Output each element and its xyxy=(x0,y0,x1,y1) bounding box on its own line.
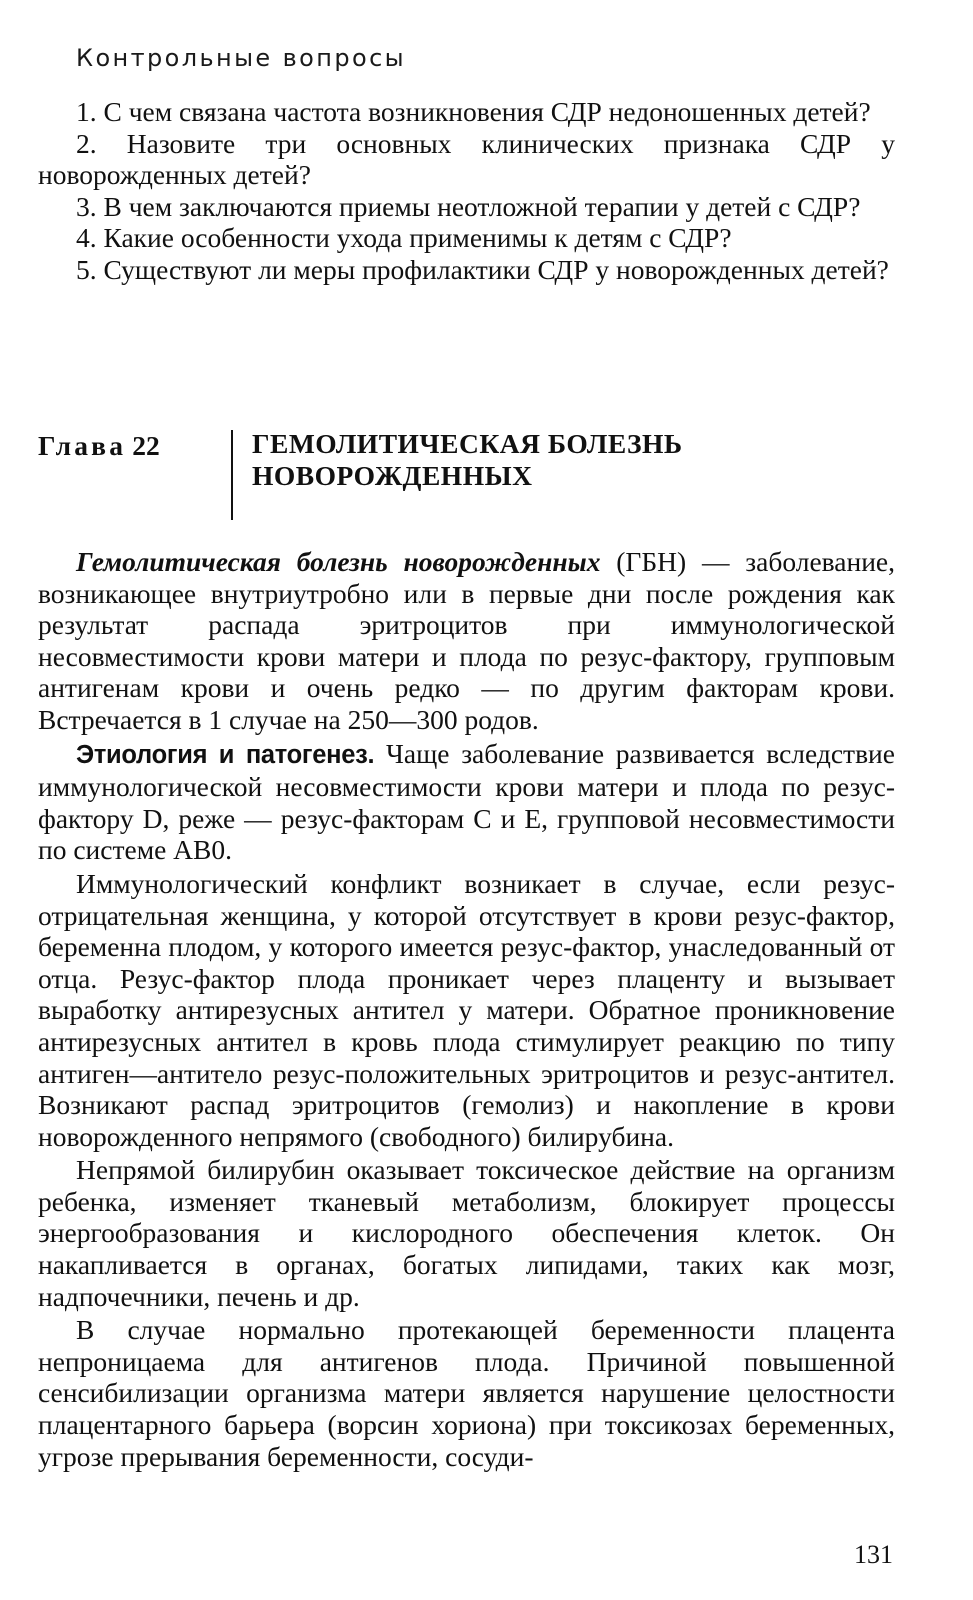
question-item: 3. В чем заключаются приемы неотложной терапии у детей с СДР? xyxy=(76,190,861,222)
paragraph-etiology xyxy=(38,738,895,866)
paragraph: Непрямой билирубин оказывает токсическое действие на организм ребенка, изменяет тканевый метаболизм, блокирует процессы энергообразования и кислородного обеспечения клеток. Он накапливается в органах, богатых липидами, таких как мозг, надпочечники, печень и др. xyxy=(38,1154,895,1312)
chapter-word: Глава xyxy=(38,430,127,461)
control-questions-title: Контрольные вопросы xyxy=(76,44,407,72)
paragraph-definition xyxy=(38,546,895,736)
chapter-label xyxy=(38,430,160,462)
page-number: 131 xyxy=(854,1540,893,1569)
paragraph-text: (ГБН) — заболевание, возникающее внутриутробно или в первые дни после рождения как результат распада эритроцитов при иммунологической несовместимости крови матери и плода по резус-фактору, групповым антигенам крови и очень редко — по другим факторам крови. Встречается в 1 случае на 250—300 родов. xyxy=(38,546,895,735)
chapter-title xyxy=(252,428,683,492)
chapter-title-line: НОВОРОЖДЕННЫХ xyxy=(252,460,533,491)
control-questions-list xyxy=(38,96,895,286)
section-heading: Этиология и патогенез. xyxy=(76,740,375,769)
chapter-title-line: ГЕМОЛИТИЧЕСКАЯ БОЛЕЗНЬ xyxy=(252,428,683,459)
chapter-number: 22 xyxy=(132,430,160,461)
chapter-body xyxy=(38,546,895,1474)
paragraph: В случае нормально протекающей беременности плацента непроницаема для антигенов плода. Причиной повышенной сенсибилизации организма матери является нарушение целостности плацентарного барьера (ворсин хориона) при токсикозах беременных, угрозе прерывания беременности, сосуди- xyxy=(38,1314,895,1472)
defined-term: Гемолитическая болезнь новорожденных xyxy=(76,546,601,577)
question-item: 1. С чем связана частота возникновения СДР недоношенных детей? xyxy=(76,96,871,127)
question-item: 4. Какие особенности ухода применимы к детям с СДР? xyxy=(76,222,732,254)
question-item: 5. Существуют ли меры профилактики СДР у новорожденных детей? xyxy=(76,253,889,285)
paragraph: Иммунологический конфликт возникает в случае, если резус-отрицательная женщина, у которой отсутствует в крови резус-фактор, беременна плодом, у которого имеется резус-фактор, унаследованный от отца. Резус-фактор плода проникает через плаценту и вызывает выработку антирезусных антител у матери. Обратное проникновение антирезусных антител в кровь плода стимулирует реакцию по типу антиген—антитело резус-положительных эритроцитов и резус-антител. Возникают распад эритроцитов (гемолиз) и накопление в крови новорожденного непрямого (свободного) билирубина. xyxy=(38,867,895,1152)
chapter-heading xyxy=(38,426,895,522)
chapter-divider xyxy=(231,430,233,520)
paragraph-text: Чаще заболевание развивается вследствие иммунологической несовместимости крови матери и плода по резус-фактору D, реже — резус-факторам С и Е, групповой несовместимости по системе АВ0. xyxy=(38,737,895,866)
question-item: 2. Назовите три основных клинических признака СДР у новорожденных детей? xyxy=(38,127,895,191)
